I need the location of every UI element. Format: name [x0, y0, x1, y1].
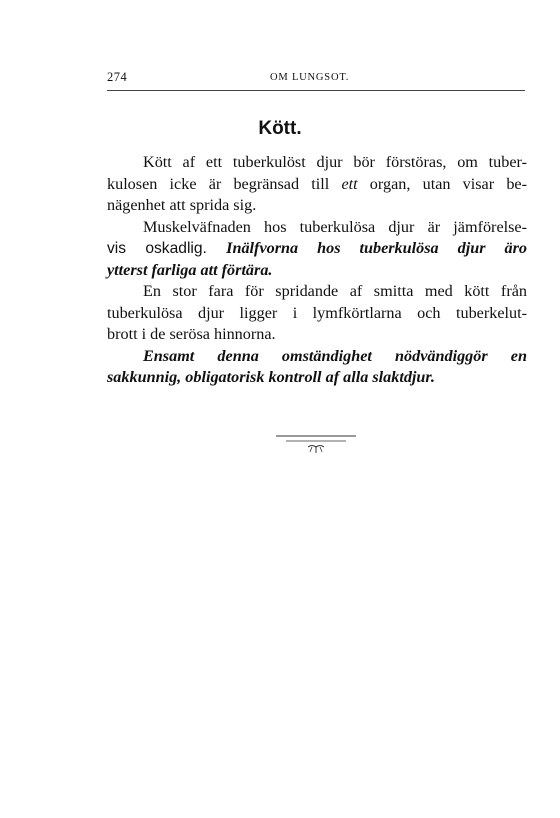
- section-end-ornament: [272, 432, 360, 456]
- paragraph-4-line-2: sakkunnig, obligatorisk kontroll af alla slaktdjur.: [107, 368, 435, 386]
- paragraph-2-line-1: Muskelväfnaden hos tuberkulösa djur är jämförelse-: [143, 217, 527, 236]
- paragraph-1: [107, 152, 527, 217]
- paragraph-2: [107, 217, 527, 282]
- section-title: Kött.: [258, 118, 302, 139]
- paragraph-3-line-1: En stor fara för spridande af smitta med kött från: [143, 282, 527, 300]
- paragraph-1-line-1: Kött af ett tuberkulöst djur bör förstöras, om tuber-: [143, 153, 527, 171]
- page-number: 274: [107, 70, 128, 84]
- paragraph-3-line-3: brott i de serösa hinnorna.: [107, 325, 276, 343]
- paragraph-2-line-2: vis oskadlig. Inälfvorna hos tuberkulösa djur äro: [107, 239, 527, 257]
- page-header: [107, 70, 525, 84]
- paragraph-4: [107, 346, 527, 389]
- emphasis-inalfvorna: Inälfvorna hos tuberkulösa djur äro: [226, 239, 527, 257]
- paragraph-4-line-1: Ensamt denna omständighet nödvändiggör en: [143, 346, 527, 365]
- running-head: OM LUNGSOT.: [270, 72, 350, 83]
- header-rule: [107, 90, 525, 91]
- paragraph-1-line-3: nägenhet att sprida sig.: [107, 196, 257, 214]
- paragraph-1-line-2: kulosen icke är begränsad till ett organ, utan visar be-: [107, 174, 527, 193]
- emphasis-ett: ett: [341, 174, 358, 193]
- paragraph-3: [107, 281, 527, 346]
- paragraph-3-line-2: tuberkulösa djur ligger i lymfkörtlarna och tuberkelut-: [107, 303, 527, 322]
- paragraph-2-line-3: ytterst farliga att förtära.: [107, 260, 273, 279]
- body-text: [107, 152, 527, 389]
